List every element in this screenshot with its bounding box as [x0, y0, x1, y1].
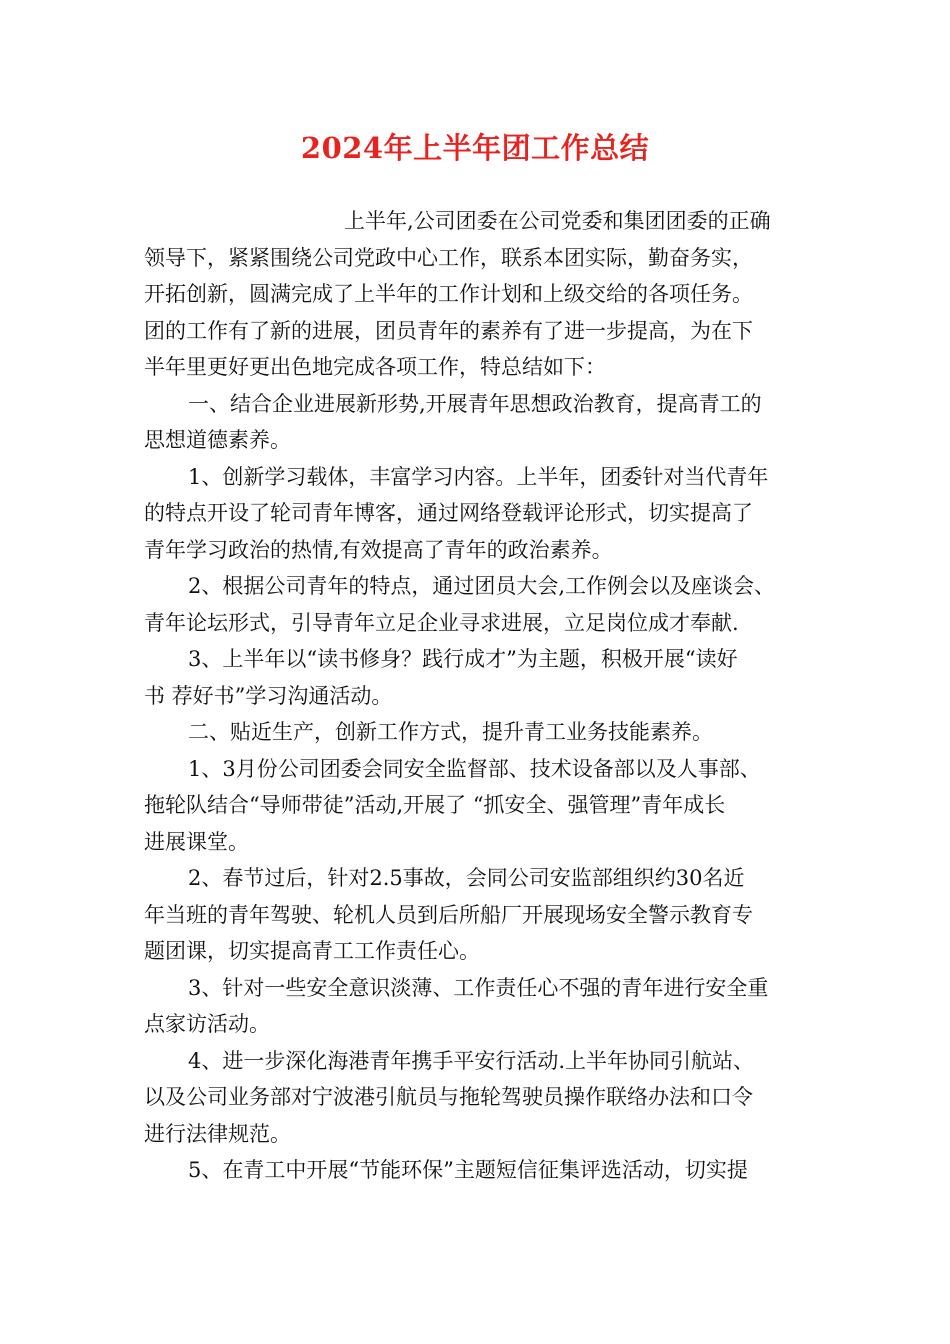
text-line: 上半年,公司团委在公司党委和集团团委的正确 — [344, 209, 771, 233]
text-line: 拖轮队结合“导师带徒”活动,开展了 “抓安全、强管理”青年成长 — [144, 793, 726, 817]
text-line: 4、进一步深化海港青年携手平安行活动.上半年协同引航站、 — [188, 1048, 755, 1073]
text-line: 1、3月份公司团委会同安全监督部、技术设备部以及人事部、 — [188, 756, 761, 781]
text-line: 1、创新学习载体，丰富学习内容。上半年，团委针对当代青年 — [188, 464, 769, 489]
text-line: 青年学习政治的热情,有效提高了青年的政治素养。 — [144, 537, 613, 562]
text-line: 题团课，切实提高青工工作责任心。 — [144, 939, 480, 963]
text-line: 的特点开设了轮司青年博客，通过网络登载评论形式，切实提高了 — [144, 501, 753, 525]
text-line: 年当班的青年驾驶、轮机人员到后所船厂开展现场安全警示教育专 — [144, 902, 753, 927]
text-line: 点家访活动。 — [144, 1012, 270, 1036]
text-line: 以及公司业务部对宁波港引航员与拖轮驾驶员操作联络办法和口令 — [144, 1085, 753, 1109]
text-line: 青年论坛形式，引导青年立足企业寻求进展，立足岗位成才奉献. — [144, 610, 739, 635]
paragraph — [144, 568, 814, 641]
text-line: 3、针对一些安全意识淡薄、工作责任心不强的青年进行安全重 — [188, 975, 769, 1000]
text-line: 一、结合企业进展新形势,开展青年思想政治教育，提高青工的 — [188, 391, 762, 416]
document-body — [144, 203, 814, 1189]
text-line: 3、上半年以“读书修身？践行成才”为主题，积极开展“读好 — [188, 647, 738, 671]
paragraph — [144, 714, 814, 751]
paragraph — [144, 970, 814, 1043]
text-line: 进行法律规范。 — [144, 1121, 291, 1146]
paragraph — [144, 203, 814, 386]
text-line: 团的工作有了新的进展，团员青年的素养有了进一步提高，为在下 — [144, 318, 753, 343]
text-line: 思想道德素养。 — [144, 428, 291, 452]
text-line: 半年里更好更出色地完成各项工作，特总结如下： — [144, 355, 606, 379]
text-line: 5、在青工中开展“节能环保”主题短信征集评选活动，切实提 — [188, 1158, 748, 1182]
document-title: 2024年上半年团工作总结 — [300, 131, 650, 165]
paragraph — [144, 1043, 814, 1153]
text-line: 领导下，紧紧围绕公司党政中心工作，联系本团实际，勤奋务实， — [144, 245, 753, 270]
paragraph — [144, 860, 814, 970]
text-line: 进展课堂。 — [144, 829, 249, 854]
paragraph — [144, 641, 814, 714]
text-line: 2、春节过后，针对2.5事故，会同公司安监部组织约30名近 — [188, 866, 745, 890]
paragraph — [144, 386, 814, 459]
paragraph — [144, 751, 814, 861]
text-line: 开拓创新，圆满完成了上半年的工作计划和上级交给的各项任务。 — [144, 282, 753, 306]
text-line: 二、贴近生产，创新工作方式，提升青工业务技能素养。 — [188, 720, 713, 744]
paragraph — [144, 1152, 814, 1189]
paragraph — [144, 459, 814, 569]
text-line: 2、根据公司青年的特点，通过团员大会,工作例会以及座谈会、 — [188, 574, 776, 598]
text-line: 书 荐好书”学习沟通活动。 — [144, 683, 393, 708]
